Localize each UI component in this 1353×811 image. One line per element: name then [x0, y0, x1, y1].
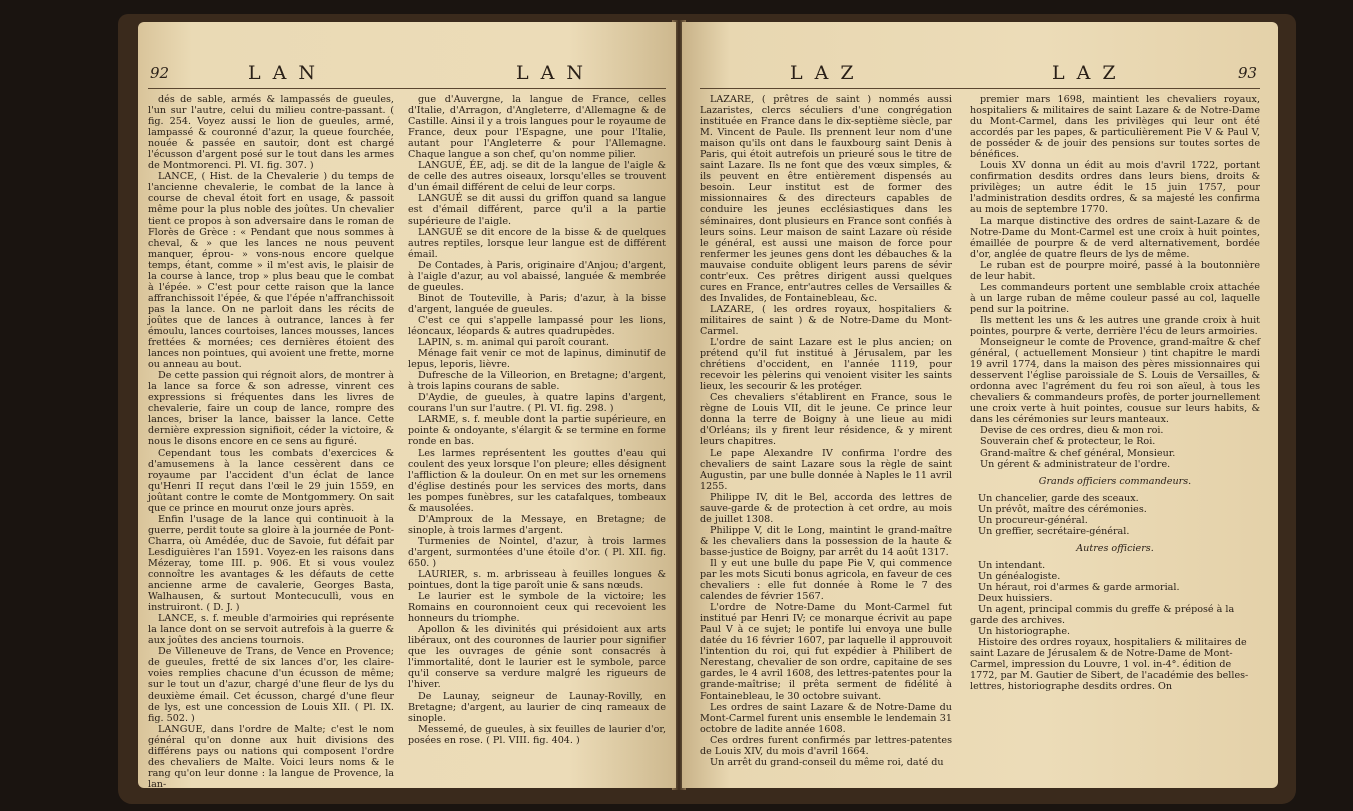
paragraph: LANGUE, dans l'ordre de Malte; c'est le nom général qu'on donne aux huit divisions des différens pays ou nations qui composent l'ordre des chevaliers de Malte. Voici leurs noms & le rang qu'on leur donne : la langue de Provence, la lan-	[148, 723, 394, 788]
running-head-left-col2: L A N	[516, 62, 587, 84]
paragraph: LANCE, s. f. meuble d'armoiries qui représente la lance dont on se servoit autrefois à la guerre & aux joûtes des anciens tournois.	[148, 613, 394, 647]
text-column-right-1	[700, 94, 952, 768]
paragraph: Le pape Alexandre IV confirma l'ordre des chevaliers de saint Lazare sous la règle de saint Augustin, par une bulle donnée à Naples le 11 avril 1255.	[700, 447, 952, 492]
paragraph: De Contades, à Paris, originaire d'Anjou; d'argent, à l'aigle d'azur, au vol abaissé, languée & membrée de gueules.	[408, 259, 666, 293]
header-rule-right	[700, 88, 1260, 89]
right-page	[682, 22, 1278, 788]
paragraph: LANGUÉ se dit encore de la bisse & de quelques autres reptiles, lorsque leur langue est de différent émail.	[408, 226, 666, 260]
header-rule-left	[148, 88, 666, 89]
paragraph: gue d'Auvergne, la langue de France, celles d'Italie, d'Arragon, d'Angleterre, d'Allemagne & de Castille. Ainsi il y a trois langues pour le royaume de France, deux pour l'Espagne, une pour l'Italie, autant pour l'Angleterre & pour l'Allemagne. Chaque langue a son chef, qu'on nomme pilier.	[408, 94, 666, 161]
paragraph: Ils mettent les uns & les autres une grande croix à huit pointes, pourpre & verte, derrière l'écu de leurs armoiries.	[970, 314, 1260, 337]
page-number-left: 92	[150, 64, 170, 82]
paragraph: De Villeneuve de Trans, de Vence en Provence; de gueules, fretté de six lances d'or, les claire-voies remplies chacune d'un écusson de même; sur le tout un d'azur, chargé d'une fleur de lys du deuxième émail. Cet écusson, chargé d'une fleur de lys, est une concession de Louis XII. ( Pl. IX. fig. 502. )	[148, 646, 394, 724]
paragraph: Il y eut une bulle du pape Pie V, qui commence par les mots Sicuti bonus agricola, en faveur de ces chevaliers : elle fut donnée à Rome le 7 des calendes de février 1567.	[700, 557, 952, 603]
paragraph: L'ordre de saint Lazare est le plus ancien; on prétend qu'il fut institué à Jérusalem, par les chrétiens d'occident, en l'année 1119, pour recevoir les pèlerins qui venoient visiter les saints lieux, les secourir & les protéger.	[700, 337, 952, 393]
paragraph: Dufresche de la Villeorion, en Bretagne; d'argent, à trois lapins courans de sable.	[408, 370, 666, 393]
paragraph: Ces chevaliers s'établirent en France, sous le règne de Louis VII, dit le jeune. Ce prince leur donna la terre de Boigny à une lieue au midi d'Orléans; ils y firent leur résidence, & y mirent leurs chapitres.	[700, 392, 952, 448]
paragraph: De Launay, seigneur de Launay-Rovilly, en Bretagne; d'argent, au laurier de cinq rameaux de sinople.	[408, 690, 666, 724]
paragraph: L'ordre de Notre-Dame du Mont-Carmel fut institué par Henri IV; ce monarque écrivit au pape Paul V à ce sujet; le pontife lui envoya une bulle datée du 16 février 1607, par laquelle il approuvoit l'intention du roi, qui fut expédier à Philibert de Nerestang, chevalier de son ordre, capitaine de ses gardes, le 4 avril 1608, des lettres-patentes pour la grande-maîtrise; il prêta serment de fidélité à Fontainebleau, le 30 octobre suivant.	[700, 602, 952, 702]
paragraph: Un historiographe.	[978, 626, 1071, 638]
paragraph: dés de sable, armés & lampassés de gueules, l'un sur l'autre, celui du milieu contre-passant. ( fig. 254. Voyez aussi le lion de gueules, armé, lampassé & couronné d'azur, la queue fourchée, nouée & passée en sautoir, dont est chargé l'écusson d'argent posé sur le tout dans les armes de Montmorenci. Pl. VI. fig. 307. )	[148, 94, 394, 172]
paragraph: Un prévôt, maître des cérémonies.	[978, 503, 1147, 515]
paragraph: Les larmes représentent les gouttes d'eau qui coulent des yeux lorsque l'on pleure; elles désignent l'affliction & la douleur. On en met sur les ornemens d'église destinés pour les services des morts, dans les pompes funèbres, sur les catafalques, tombeaux & mausolées.	[408, 447, 666, 514]
paragraph: Ces ordres furent confirmés par lettres-patentes de Louis XIV, du mois d'avril 1664.	[700, 734, 952, 757]
paragraph: Deux huissiers.	[978, 593, 1053, 605]
paragraph: D'Aydie, de gueules, à quatre lapins d'argent, courans l'un sur l'autre. ( Pl. VI. fig. 298. )	[408, 392, 666, 415]
running-head-left-col1: L A N	[248, 62, 319, 84]
paragraph: LAZARE, ( prêtres de saint ) nommés aussi Lazaristes, clercs séculiers d'une congrégation instituée en France dans le dix-septième siècle, par M. Vincent de Paule. Ils prennent leur nom d'une maison qu'ils ont dans le fauxbourg saint Denis à Paris, qui étoit autrefois un prieuré sous le titre de saint Lazare. Ils ne font que des vœux simples, & ils peuvent en être entièrement dispensés au besoin. Leur institut est de former des missionnaires & des directeurs capables de conduire les jeunes ecclésiastiques dans les séminaires, dont plusieurs en France sont confiés à leurs soins. Leur maison de saint Lazare où réside le général, est aussi une maison de force pour renfermer les jeunes gens dont les débauches & la mauvaise conduite obligent leurs parens de sévir contr'eux. Ces prêtres dirigent aussi quelques cures en France, entr'autres celles de Versailles & des Invalides, de Fontainebleau, &c.	[700, 94, 952, 304]
paragraph: Souverain chef & protecteur, le Roi.	[980, 436, 1156, 448]
paragraph: Un greffier, secrétaire-général.	[978, 525, 1130, 537]
paragraph: LANGUÉ se dit aussi du griffon quand sa langue est d'émail différent, parce qu'il a la partie supérieure de l'aigle.	[408, 193, 666, 227]
paragraph: Philippe V, dit le Long, maintint le grand-maître & les chevaliers dans la possession de la haute & basse-justice de Boigny, par arrêt du 14 août 1317.	[700, 524, 952, 558]
paragraph: LARME, s. f. meuble dont la partie supérieure, en pointe & ondoyante, s'élargit & se termine en forme ronde en bas.	[408, 414, 666, 448]
paragraph: Philippe IV, dit le Bel, accorda des lettres de sauve-garde & de protection à cet ordre, au mois de juillet 1308.	[700, 491, 952, 525]
paragraph: Binot de Touteville, à Paris; d'azur, à la bisse d'argent, languée de gueules.	[408, 292, 666, 315]
running-head-right-col1: L A Z	[790, 62, 857, 84]
paragraph: Un intendant.	[978, 559, 1046, 571]
paragraph: Devise de ces ordres, dieu & mon roi.	[980, 425, 1164, 437]
paragraph: Cependant tous les combats d'exercices & d'amusemens à la lance cessèrent dans ce royaume par l'accident d'un éclat de lance qu'Henri II reçut dans l'œil le 29 juin 1559, en joûtant contre le comte de Montgommery. On sait que ce prince en mourut onze jours après.	[148, 447, 394, 514]
paragraph: Histoire des ordres royaux, hospitaliers & militaires de saint Lazare de Jérusalem & de Notre-Dame de Mont-Carmel, impression du Louvre, 1 vol. in-4°. édition de 1772, par M. Gautier de Sibert, de l'académie des belles-lettres, historiographe desdits ordres. On	[970, 637, 1249, 693]
paragraph: LAURIER, s. m. arbrisseau à feuilles longues & pointues, dont la tige paroît unie & sans nœuds.	[408, 569, 666, 592]
paragraph: LAPIN, s. m. animal qui paroît courant.	[418, 337, 609, 349]
paragraph: Turmenies de Nointel, d'azur, à trois larmes d'argent, surmontées d'une étoile d'or. ( Pl. XII. fig. 650. )	[408, 535, 666, 569]
subsection-title-autres-officiers: Autres officiers.	[1076, 542, 1154, 554]
text-column-left-1	[148, 94, 394, 788]
paragraph: Messemé, de gueules, à six feuilles de laurier d'or, posées en rose. ( Pl. VIII. fig. 404. )	[408, 723, 666, 746]
paragraph: Les commandeurs portent une semblable croix attachée à un large ruban de même couleur passé au col, laquelle pend sur la poitrine.	[970, 281, 1260, 315]
paragraph: Un agent, principal commis du greffe & préposé à la garde des archives.	[970, 604, 1235, 627]
paragraph: Le ruban est de pourpre moiré, passé à la boutonnière de leur habit.	[970, 259, 1260, 282]
paragraph: Monseigneur le comte de Provence, grand-maître & chef général, ( actuellement Monsieur ) tint chapitre le mardi 19 avril 1774, dans la maison des pères missionnaires qui desservent l'église paroissiale de S. Louis de Versailles, & ordonna avec l'agrément du feu roi son aïeul, à tous les chevaliers & commandeurs profès, de porter journellement une croix verte à huit pointes, cousue sur leurs habits, & dans les cérémonies sur leurs manteaux.	[970, 337, 1260, 426]
paragraph: LAZARE, ( les ordres royaux, hospitaliers & militaires de saint ) & de Notre-Dame du Mont-Carmel.	[700, 303, 952, 337]
paragraph: Apollon & les divinités qui présidoient aux arts libéraux, ont des couronnes de laurier pour signifier que les ouvrages de génie sont consacrés à l'immortalité, dont le laurier est le symbole, parce qu'il conserve sa verdure malgré les rigueurs de l'hiver.	[408, 624, 666, 691]
text-column-right-2	[970, 94, 1260, 692]
paragraph: Louis XV donna un édit au mois d'avril 1722, portant confirmation desdits ordres dans leurs biens, droits & privilèges; un autre édit le 15 juin 1757, pour l'administration desdits ordres, & sa majesté les confirma au mois de septembre 1770.	[970, 160, 1260, 216]
paragraph: Ménage fait venir ce mot de lapinus, diminutif de lepus, leporis, lièvre.	[408, 348, 666, 371]
paragraph: Le laurier est le symbole de la victoire; les Romains en couronnoient ceux qui recevoient les honneurs du triomphe.	[408, 591, 666, 625]
paragraph: Les ordres de saint Lazare & de Notre-Dame du Mont-Carmel furent unis ensemble le lendemain 31 octobre de ladite année 1608.	[700, 701, 952, 735]
paragraph: LANCE, ( Hist. de la Chevalerie ) du temps de l'ancienne chevalerie, le combat de la lance à course de cheval étoit fort en usage, & passoit même pour la plus noble des joûtes. Un chevalier tient ce propos à son adversaire dans le roman de Florès de Grèce : « Pendant que nous sommes à cheval, & » que les lances ne nous peuvent manquer, éprou- » vons-nous encore quelque temps, étant, comme » il m'est avis, le plaisir de la course à lance, trop » plus beau que le combat à l'épée. » C'est pour cette raison que la lance affranchissoit l'épée, & que l'épée n'affranchissoit pas la lance. On ne parloit dans les récits de joûtes que de lances à outrance, lances à fer émoulu, lances courtoises, lances mousses, lances frettées & mornées; ces dernières étoient des lances non pointues, qui avoient une frette, morne ou anneau au bout.	[148, 171, 394, 371]
page-number-right: 93	[1238, 64, 1258, 82]
paragraph: premier mars 1698, maintient les chevaliers royaux, hospitaliers & militaires de saint Lazare & de Notre-Dame du Mont-Carmel, dans les privilèges qui leur ont été accordés par les papes, & particulièrement Pie V & Paul V, de posséder & de jouir des pensions sur toutes sortes de bénéfices.	[970, 94, 1260, 161]
paragraph: Grand-maître & chef général, Monsieur.	[980, 447, 1176, 459]
paragraph: Un arrêt du grand-conseil du même roi, daté du	[710, 756, 944, 768]
paragraph: Un gérent & administrateur de l'ordre.	[980, 458, 1171, 470]
paragraph: Un procureur-général.	[978, 514, 1088, 526]
paragraph: D'Amproux de la Messaye, en Bretagne; de sinople, à trois larmes d'argent.	[408, 513, 666, 536]
paragraph: Un chancelier, garde des sceaux.	[978, 492, 1139, 504]
paragraph: De cette passion qui régnoit alors, de montrer à la lance sa force & son adresse, vinrent ces expressions si fréquentes dans les livres de chevalerie, faire un coup de lance, rompre des lances, briser la lance, baisser la lance. Cette dernière expression signifioit, céder la victoire, & nous le disons encore en ce sens au figuré.	[148, 370, 394, 448]
paragraph: Un généalogiste.	[978, 570, 1061, 582]
text-column-left-2	[408, 94, 666, 746]
paragraph: La marque distinctive des ordres de saint-Lazare & de Notre-Dame du Mont-Carmel est une croix à huit pointes, émaillée de pourpre & de verd alternativement, bordée d'or, anglée de quatre fleurs de lys de même.	[970, 215, 1260, 260]
subsection-title-grands-officiers: Grands officiers commandeurs.	[1038, 475, 1192, 487]
paragraph: LANGUÉ, ÉE, adj. se dit de la langue de l'aigle & de celle des autres oiseaux, lorsqu'elles se trouvent d'un émail différent de celui de leur corps.	[408, 160, 666, 194]
paragraph: Enfin l'usage de la lance qui continuoit à la guerre, perdit toute sa gloire à la journée de Pont-Charra, où Amédée, duc de Savoie, fut défait par Lesdiguières l'an 1591. Voyez-en les raisons dans Mézeray, tome III. p. 906. Et si vous voulez connoître les avantages & les défauts de cette ancienne arme de cavalerie, Georges Basta, Walhausen, & surtout Montecucullì, vous en instruiront. ( D. J. )	[148, 513, 394, 614]
paragraph: Un héraut, roi d'armes & garde armorial.	[978, 581, 1180, 593]
left-page	[138, 22, 676, 788]
running-head-right-col2: L A Z	[1052, 62, 1119, 84]
paragraph: C'est ce qui s'appelle lampassé pour les lions, léoncaux, léopards & autres quadrupèdes.	[408, 314, 666, 337]
